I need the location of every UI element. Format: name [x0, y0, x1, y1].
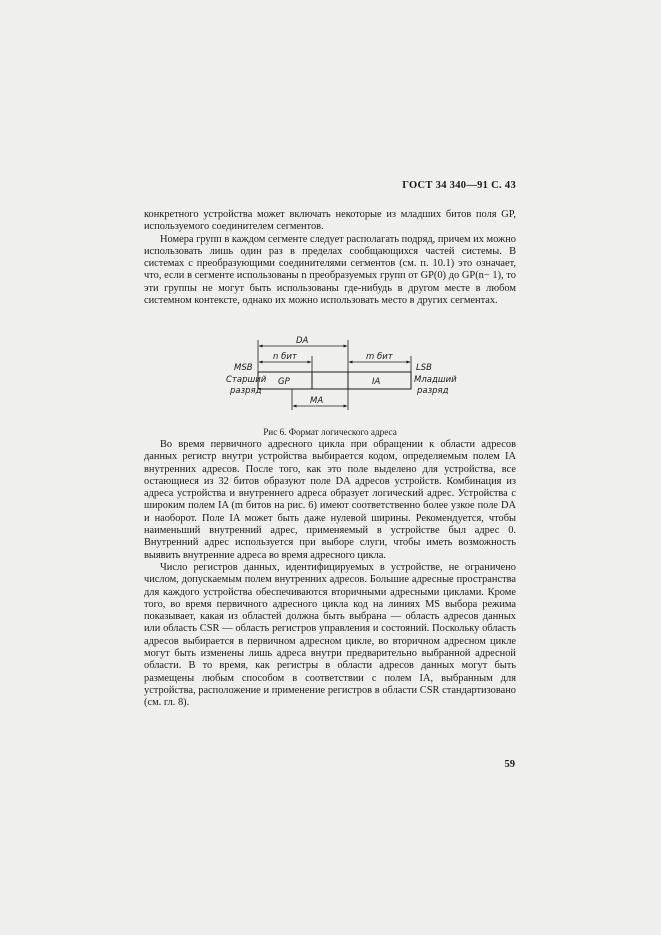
msb-description-line1: Старший: [226, 375, 267, 385]
msb-label: MSB: [234, 363, 253, 373]
text-block-top: [144, 209, 516, 307]
logical-address-format-figure: [228, 334, 468, 424]
ma-label: MA: [310, 396, 324, 406]
paragraph: Число регистров данных, идентифицируемых в устройстве, не ограничено числом, допускаемым полем внутренних адресов. Большие адресные пространства для каждого устройства обеспечиваются вторичными адресными циклами. Кроме того, во время первичного адресного цикла код на линиях MS выбора режима показывает, какая из областей должна быть выбрана — область адресов данных или область CSR — область регистров управления и состояний. Поскольку область адресов выбирается в первичном адресном цикле, во вторичном адресном цикле могут быть изменены лишь адреса внутри предварительно выбранной адресной области. В то время, как регистры в области адресов данных могут быть размещены любым способом в соответствии с полем IA, выбранным для устройства, расположение и применение регистров в области CSR стандартизовано (см. гл. 8).: [144, 561, 516, 709]
lsb-description-line2: разряд: [417, 386, 449, 396]
lsb-label: LSB: [416, 363, 432, 373]
ia-field-label: IA: [372, 377, 381, 387]
msb-description-line2: разряд: [230, 386, 262, 396]
paragraph: Во время первичного адресного цикла при обращении к области адресов данных регистр внутри устройства выбирается кодом, определяемым полем IA внутренних адресов. После того, как это поле выделено для устройства, все остающиеся из 32 битов образуют поле DA адресов устройств. Комбинация из адреса устройства и внутреннего адреса образует логический адрес. Устройства с широким полем IA (m битов на рис. 6) имеют соответственно более узкое поле DA и наоборот. Поле IA может быть даже нулевой ширины. Рекомендуется, чтобы наименьший внутренний адрес, применяемый в устройстве был адрес 0. Внутренний адрес используется при выборе слуги, чтобы иметь возможность выявить внутренние адреса во время адресного цикла.: [144, 439, 516, 561]
da-label: DA: [296, 336, 309, 346]
m-bits-label: m бит: [366, 352, 393, 362]
lsb-description-line1: Младший: [414, 375, 457, 385]
n-bits-label: n бит: [273, 352, 297, 362]
paragraph: Номера групп в каждом сегменте следует располагать подряд, причем их можно использовать лишь один раз в пределах сообщающихся частей системы. В системах с преобразующими соединителями сегментов (см. п. 10.1) это означает, что, если в сегменте использованы n преобразуемых групп от GP(0) до GP(n− 1), то эти группы не могут быть использованы где-нибудь в другом месте в любом системном контексте, однако их можно использовать место в других сегментах.: [144, 233, 516, 307]
text-block-bottom: [144, 439, 516, 710]
paragraph: конкретного устройства может включать некоторые из младших битов поля GP, используемого соединителем сегментов.: [144, 209, 516, 233]
page-number: 59: [504, 759, 515, 770]
page-header: ГОСТ 34 340—91 С. 43: [402, 180, 516, 191]
gp-field-label: GP: [278, 377, 290, 387]
figure-caption: Рис 6. Формат логического адреса: [263, 427, 397, 437]
